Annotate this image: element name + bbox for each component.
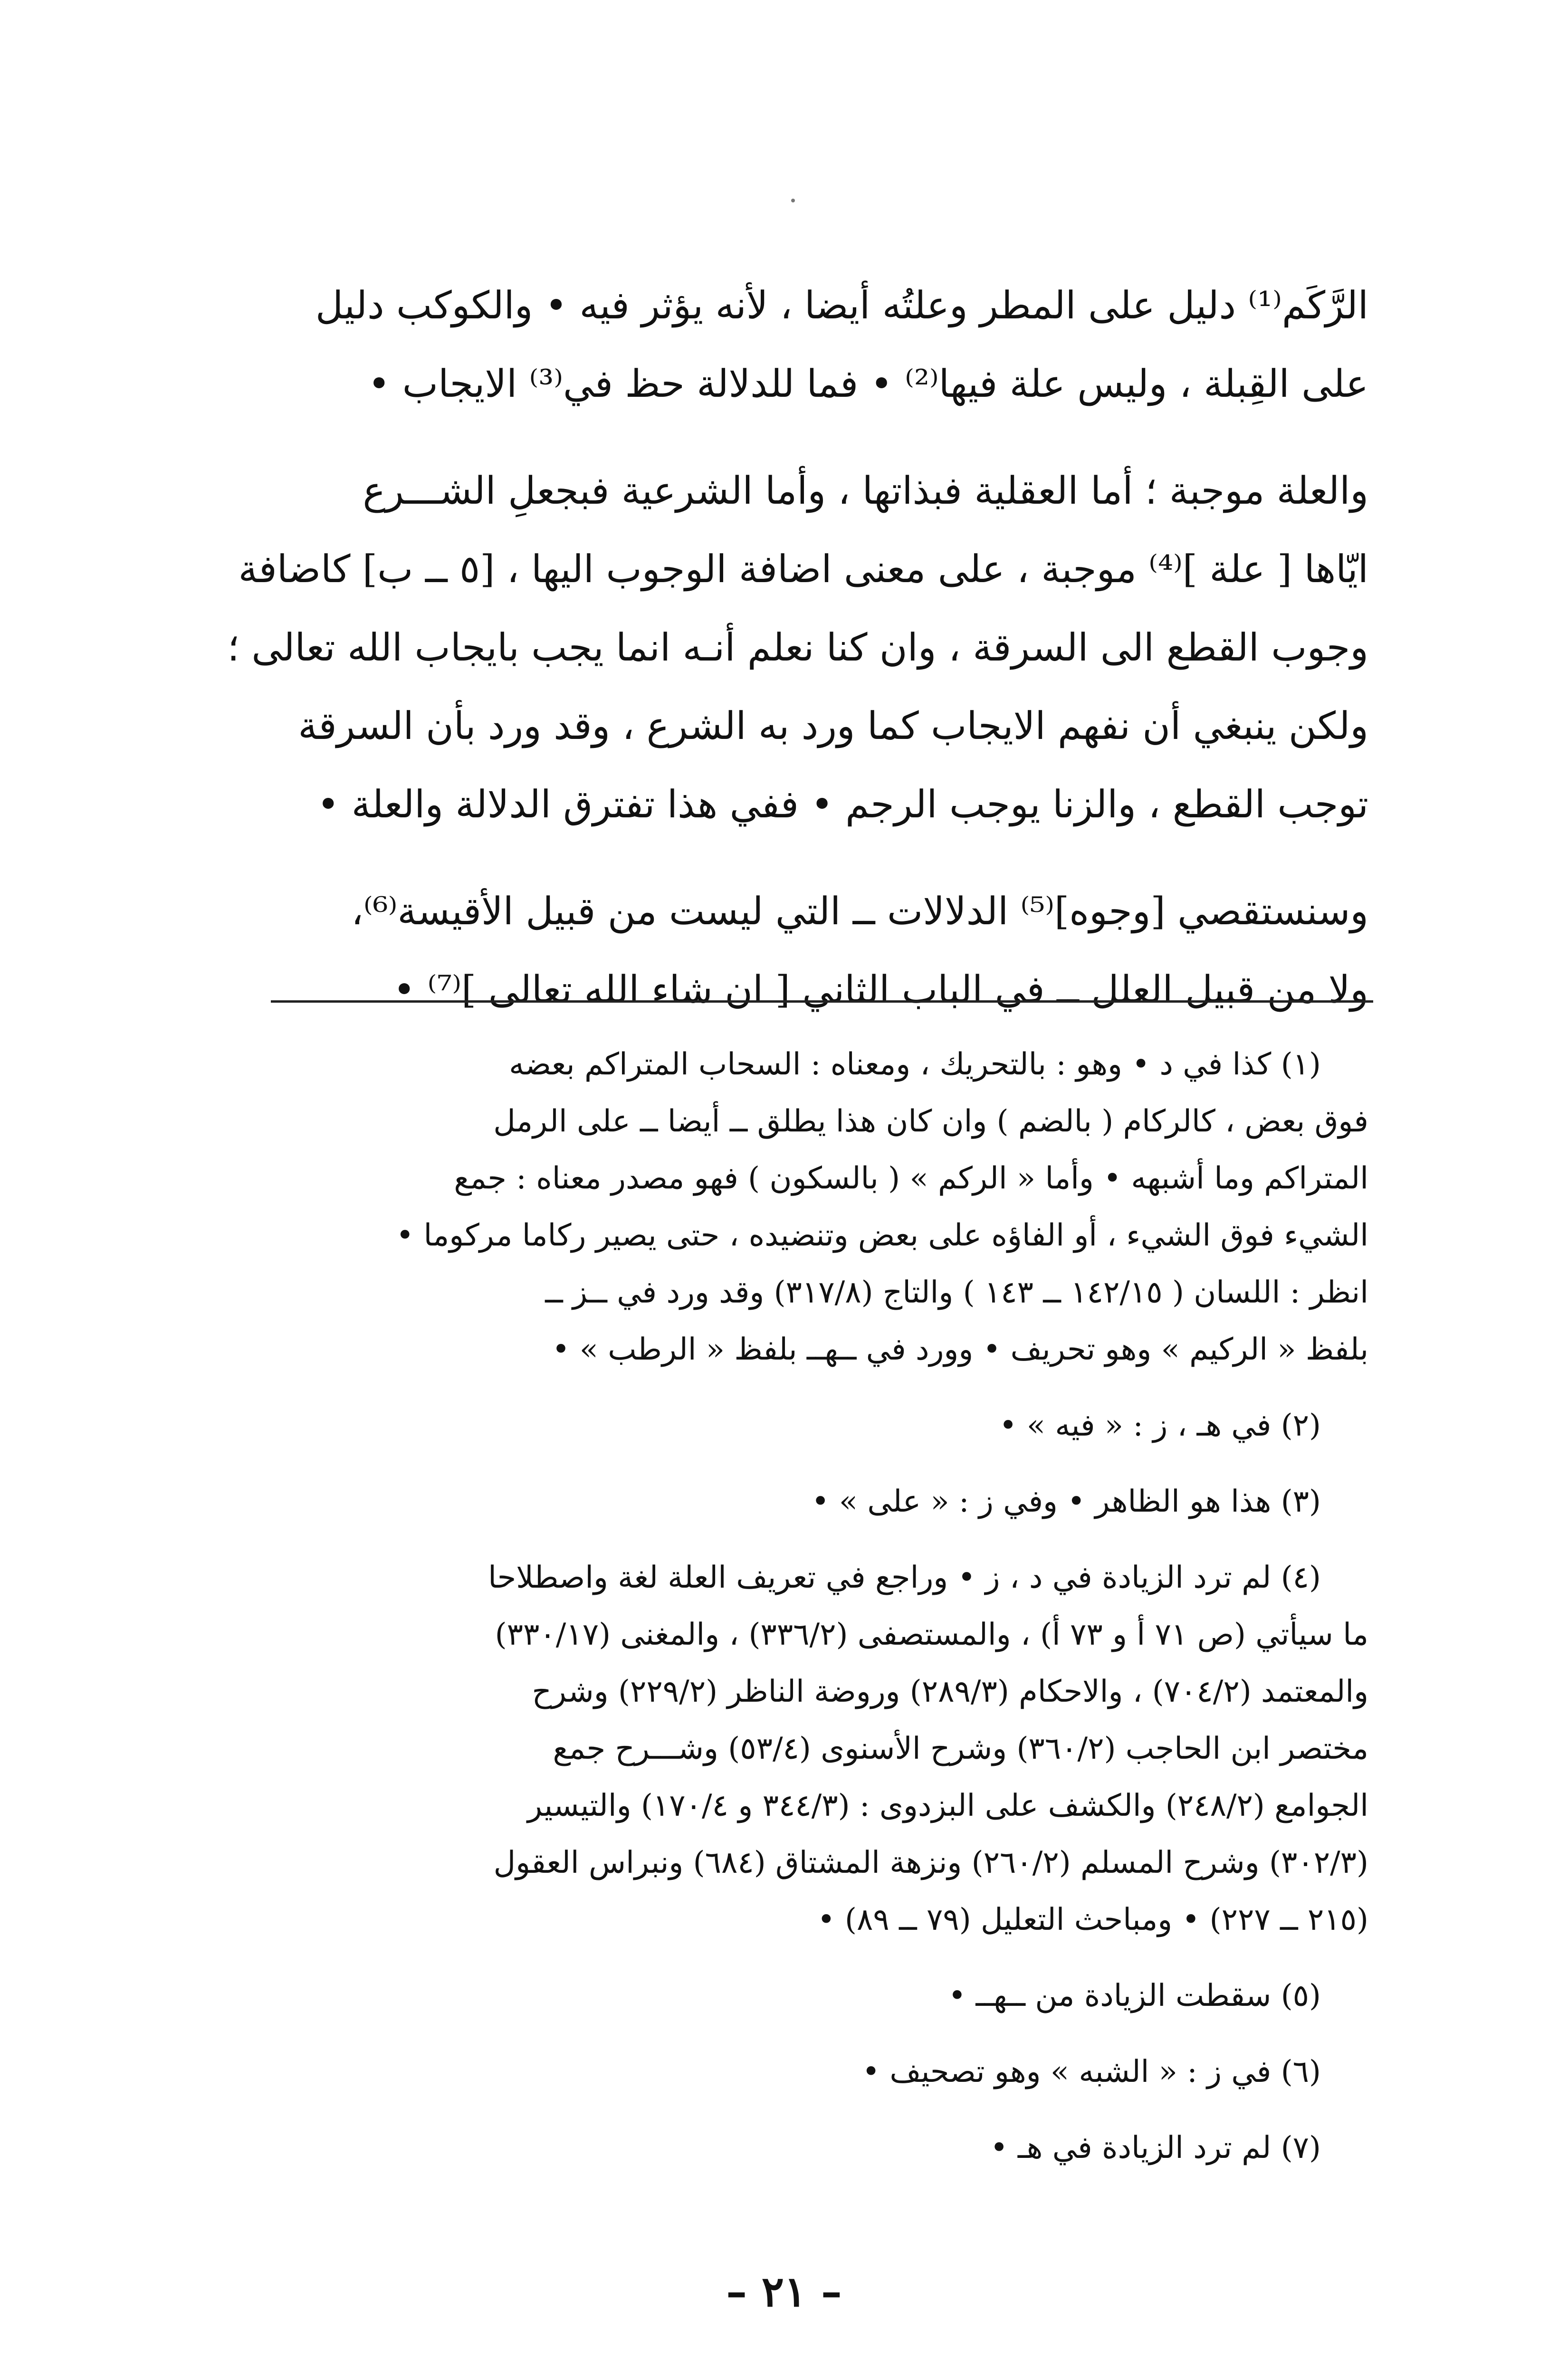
footnote-line: (٥) سقطت الزيادة من ــهــ • — [948, 1978, 1321, 2013]
footnote-line: فوق بعض ، كالركام ( بالضم ) وان كان هذا يطلق ــ أيضا ــ على الرمل — [493, 1104, 1368, 1139]
paragraph-1 — [257, 266, 1368, 423]
footnote-line: ما سيأتي (ص ٧١ أ و ٧٣ أ) ، والمستصفى (٣٣٦/٢) ، والمغنى (٣٣٠/١٧) — [495, 1617, 1368, 1652]
scan-speck — [791, 199, 795, 202]
footnote-line: (٤) لم ترد الزيادة في د ، ز • وراجع في تعريف العلة لغة واصطلاحا — [488, 1560, 1321, 1595]
footnote-7 — [266, 2119, 1368, 2176]
footnote-line: (٢) في هـ ، ز : « فيه » • — [999, 1408, 1321, 1443]
text-line: ايّاها [ علة ]⁽⁴⁾ موجبة ، على معنى اضافة الوجوب اليها ، [٥ ــ ب] كاضافة — [238, 547, 1368, 591]
main-text — [227, 266, 1368, 1057]
text-line: وجوب القطع الى السرقة ، وان كنا نعلم أنـه انما يجب بايجاب الله تعالى ؛ — [227, 625, 1368, 670]
footnote-line: (٢١٥ ــ ٢٢٧) • ومباحث التعليل (٧٩ ــ ٨٩) • — [817, 1902, 1368, 1937]
text-line: توجب القطع ، والزنا يوجب الرجم • ففي هذا تفترق الدلالة والعلة • — [317, 782, 1368, 826]
paragraph-3 — [257, 872, 1368, 1029]
footnote-line: مختصر ابن الحاجب (٣٦٠/٢) وشرح الأسنوى (٥٣/٤) وشـــرح جمع — [553, 1731, 1368, 1766]
footnote-line: (٦) في ز : « الشبه » وهو تصحيف • — [862, 2054, 1321, 2089]
footnote-2 — [266, 1397, 1368, 1454]
footnote-5 — [266, 1967, 1368, 2024]
paragraph-2 — [227, 451, 1368, 843]
footnote-3 — [266, 1473, 1368, 1530]
footnote-1 — [266, 1036, 1368, 1378]
footnote-line: والمعتمد (٧٠٤/٢) ، والاحكام (٢٨٩/٣) وروضة الناظر (٢٢٩/٢) وشرح — [532, 1674, 1368, 1709]
footnote-line: (٧) لم ترد الزيادة في هـ • — [990, 2130, 1321, 2165]
footnote-line: الشيء فوق الشيء ، أو الفاؤه على بعض وتنضيده ، حتى يصير ركاما مركوما • — [396, 1218, 1368, 1253]
text-line: وسنستقصي [وجوه]⁽⁵⁾ الدلالات ــ التي ليست من قبيل الأقيسة⁽⁶⁾، — [351, 889, 1368, 933]
footnote-line: انظر : اللسان ( ١٤٢/١٥ ــ ١٤٣ ) والتاج (٣١٧/٨) وقد ورد في ــز ــ — [545, 1275, 1368, 1310]
footnote-line: (٣) هذا هو الظاهر • وفي ز : « على » • — [811, 1484, 1321, 1519]
footnote-line: بلفظ « الركيم » وهو تحريف • وورد في ــهــ بلفظ « الرطب » • — [552, 1332, 1368, 1367]
text-line: على القِبلة ، وليس علة فيها⁽²⁾ • فما للدلالة حظ في⁽³⁾ الايجاب • — [368, 362, 1368, 406]
footnote-6 — [266, 2043, 1368, 2100]
footnote-line: (١) كذا في د • وهو : بالتحريك ، ومعناه : السحاب المتراكم بعضه — [509, 1047, 1321, 1082]
footnote-separator — [271, 1000, 1373, 1003]
text-line: ولكن ينبغي أن نفهم الايجاب كما ورد به الشرع ، وقد ورد بأن السرقة — [298, 704, 1368, 748]
footnote-line: الجوامع (٢٤٨/٢) والكشف على البزدوى : (٣٤٤/٣ و ١٧٠/٤) والتيسير — [527, 1788, 1368, 1823]
footnote-line: المتراكم وما أشبهه • وأما « الركم » ( بالسكون ) فهو مصدر معناه : جمع — [454, 1161, 1368, 1196]
text-line: الرَّكَم⁽¹⁾ دليل على المطر وعلتُه أيضا ، لأنه يؤثر فيه • والكوكب دليل — [315, 283, 1368, 327]
footnote-4 — [266, 1549, 1368, 1948]
text-line: ولا من قبيل العلل ــ في الباب الثاني [ ان شاء الله تعالى ]⁽⁷⁾ • — [393, 968, 1368, 1012]
footnote-line: (٣٠٢/٣) وشرح المسلم (٢٦٠/٢) ونزهة المشتاق (٦٨٤) ونبراس العقول — [493, 1845, 1368, 1880]
page-number: – ٢١ – — [726, 2267, 842, 2316]
text-line: والعلة موجبة ؛ أما العقلية فبذاتها ، وأما الشرعية فبجعلِ الشـــرع — [363, 469, 1368, 513]
footnotes — [266, 1036, 1368, 2195]
